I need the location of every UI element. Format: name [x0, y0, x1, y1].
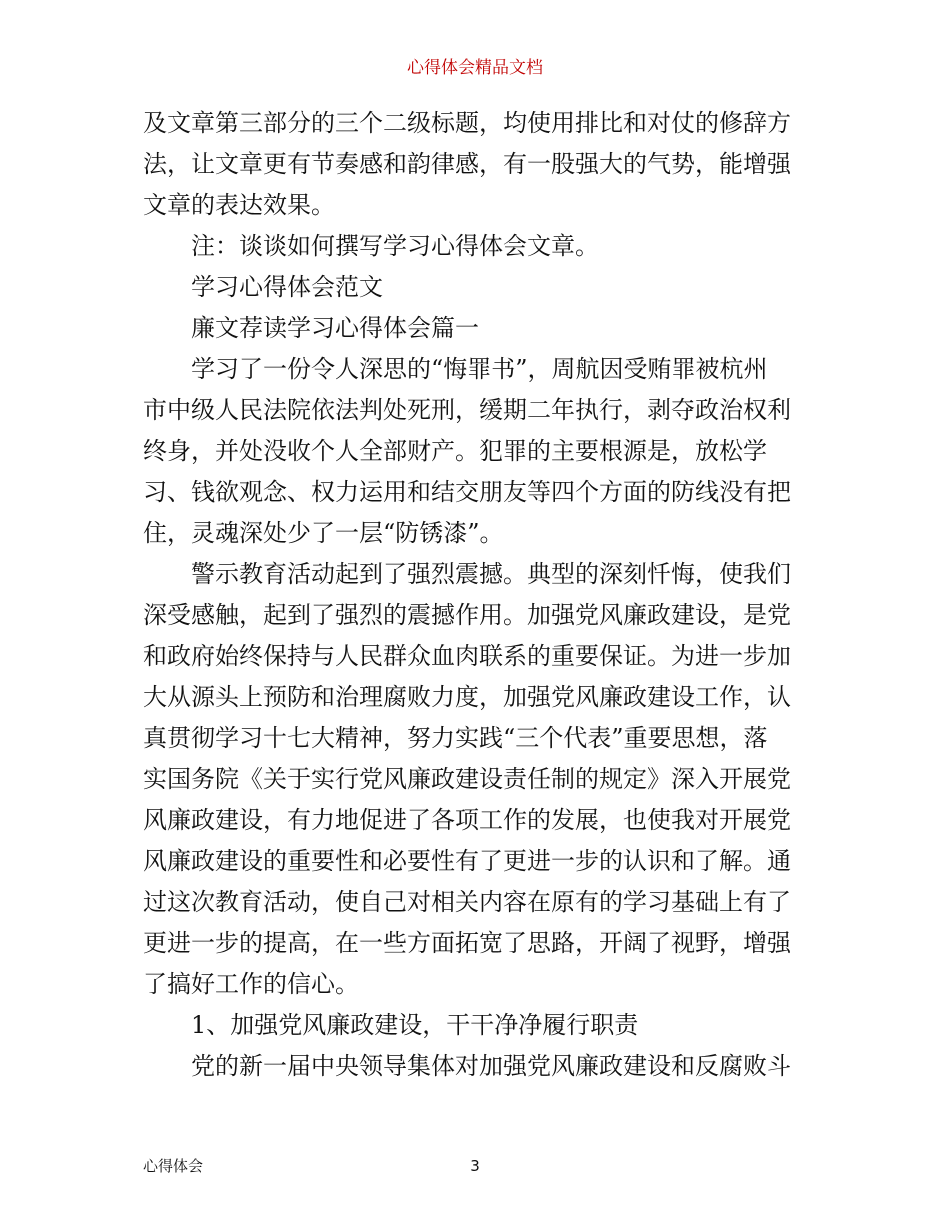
page-header: 心得体会精品文档 — [407, 58, 543, 78]
text-line: 大从源头上预防和治理腐败力度，加强党风廉政建设工作，认 — [143, 683, 791, 711]
text-line: 警示教育活动起到了强烈震撼。典型的深刻忏悔，使我们 — [191, 560, 791, 588]
footer-label: 心得体会 — [143, 1157, 204, 1175]
text-line: 风廉政建设的重要性和必要性有了更进一步的认识和了解。通 — [143, 847, 791, 875]
note-line: 注：谈谈如何撰写学习心得体会文章。 — [191, 232, 599, 260]
text-line: 更进一步的提高，在一些方面拓宽了思路，开阔了视野，增强 — [143, 929, 791, 957]
article-title: 廉文荐读学习心得体会篇一 — [191, 314, 479, 342]
text-line: 文章的表达效果。 — [143, 191, 335, 219]
text-line: 市中级人民法院依法判处死刑，缓期二年执行，剥夺政治权利 — [143, 396, 791, 424]
text-line: 住，灵魂深处少了一层“防锈漆”。 — [143, 519, 504, 547]
text-line: 深受感触，起到了强烈的震撼作用。加强党风廉政建设，是党 — [143, 601, 791, 629]
text-line: 法，让文章更有节奏感和韵律感，有一股强大的气势，能增强 — [143, 150, 791, 178]
text-line: 学习了一份令人深思的“悔罪书”，周航因受贿罪被杭州 — [191, 355, 768, 383]
page-number: 3 — [470, 1157, 480, 1175]
text-line: 实国务院《关于实行党风廉政建设责任制的规定》深入开展党 — [143, 765, 791, 793]
text-line: 党的新一届中央领导集体对加强党风廉政建设和反腐败斗 — [191, 1052, 791, 1080]
text-line: 风廉政建设，有力地促进了各项工作的发展，也使我对开展党 — [143, 806, 791, 834]
text-line: 习、钱欲观念、权力运用和结交朋友等四个方面的防线没有把 — [143, 478, 791, 506]
subheading: 1、加强党风廉政建设，干干净净履行职责 — [191, 1011, 639, 1039]
document-body — [143, 103, 811, 1087]
text-line: 终身，并处没收个人全部财产。犯罪的主要根源是，放松学 — [143, 437, 767, 465]
text-line: 过这次教育活动，使自己对相关内容在原有的学习基础上有了 — [143, 888, 791, 916]
text-line: 真贯彻学习十七大精神，努力实践“三个代表”重要思想，落 — [143, 724, 768, 752]
text-line: 及文章第三部分的三个二级标题，均使用排比和对仗的修辞方 — [143, 109, 791, 137]
text-line: 和政府始终保持与人民群众血肉联系的重要保证。为进一步加 — [143, 642, 791, 670]
section-heading: 学习心得体会范文 — [191, 273, 383, 301]
text-line: 了搞好工作的信心。 — [143, 970, 359, 998]
